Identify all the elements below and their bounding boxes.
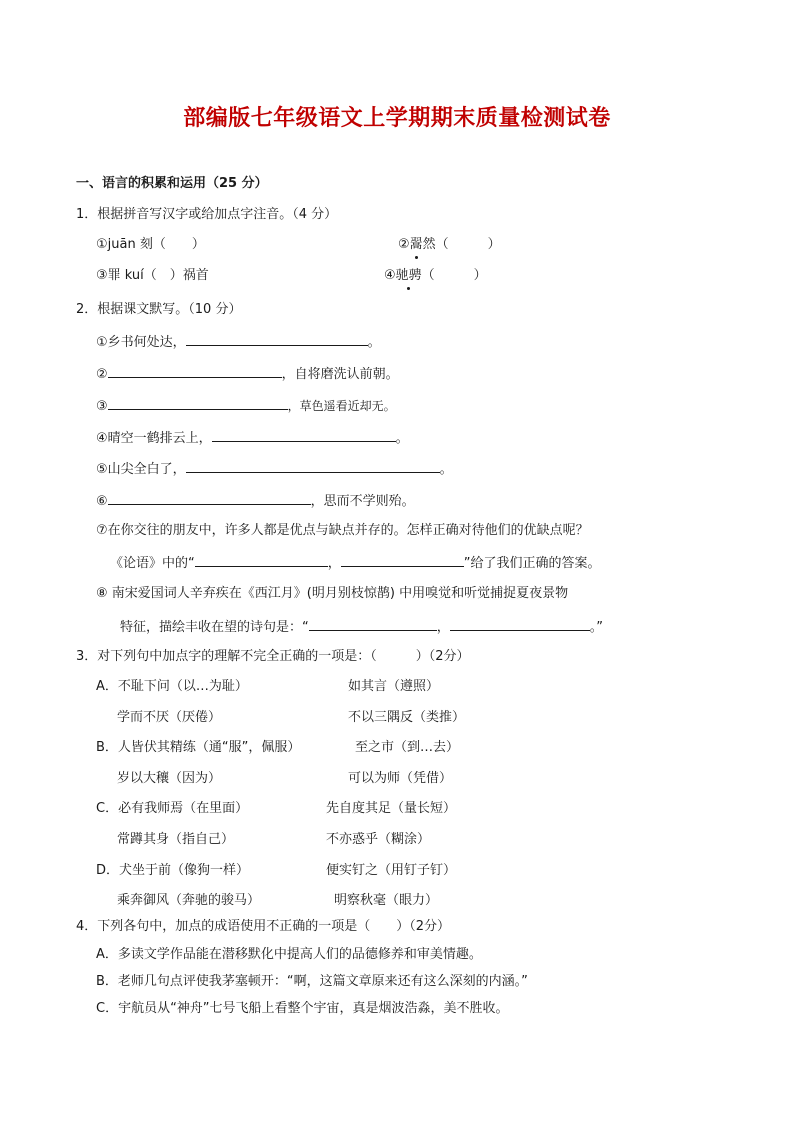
q2-item-7-line-2	[110, 553, 601, 573]
answer-blank[interactable]	[186, 332, 368, 346]
q2-item-1-end: 。	[367, 335, 381, 350]
q1-item-2	[398, 236, 501, 254]
q1-item-4-number: ④	[384, 268, 396, 283]
q1-item-2-paren: 然（ ）	[422, 237, 501, 252]
q4-option-c: C．宇航员从“神舟”七号飞船上看整个宇宙，真是烟波浩淼，美不胜收。	[96, 1001, 509, 1016]
q3-option-d-left: D．犬坐于前（像狗一样）	[96, 863, 250, 878]
q2-item-5	[96, 459, 453, 479]
q3-option-a-right: 如其言（遵照）	[348, 679, 440, 694]
q3-option-d-right: 便实钉之（用钉子钉）	[326, 863, 457, 878]
q2-item-7-text: 《论语》中的“	[110, 556, 195, 571]
q1-item-4	[384, 267, 487, 285]
q1-item-4-dotted-word: 驰骋	[395, 268, 422, 283]
q2-item-8-comma: ，	[436, 620, 450, 635]
q3-option-b-right: 至之市（到…去）	[355, 740, 460, 755]
q3-option-b2-left: 岁以大穰（因为）	[117, 771, 222, 786]
q2-item-7-comma: ，	[327, 556, 341, 571]
q3-option-c2-right: 不亦惑乎（糊涂）	[326, 832, 431, 847]
q2-item-2-text: ，自将磨洗认前朝。	[281, 367, 399, 382]
q4-option-a: A．多读文学作品能在潜移默化中提高人们的品德修养和审美情趣。	[96, 947, 482, 962]
q2-item-6-number: ⑥	[96, 494, 108, 509]
question-3-stem: 3．对下列句中加点字的理解不完全正确的一项是：（ ）（2分）	[76, 649, 470, 664]
answer-blank[interactable]	[212, 428, 396, 442]
q2-item-4-end: 。	[395, 431, 409, 446]
q2-item-5-end: 。	[439, 462, 453, 477]
question-2-stem: 2．根据课文默写。（10 分）	[76, 302, 242, 317]
q2-item-4-text: ④晴空一鹤排云上，	[96, 431, 212, 446]
q2-item-8-text: 特征，描绘丰收在望的诗句是：“	[120, 620, 309, 635]
q2-item-2	[96, 364, 399, 384]
q1-item-2-dotted-char: 翯	[409, 237, 423, 252]
answer-blank[interactable]	[309, 617, 437, 631]
q3-option-c-left: C．必有我师焉（在里面）	[96, 801, 249, 816]
q1-item-2-number: ②	[398, 237, 410, 252]
q2-item-7-end: ”给了我们正确的答案。	[463, 556, 601, 571]
answer-blank[interactable]	[450, 617, 590, 631]
q2-item-3-number: ③	[96, 399, 108, 414]
q2-item-4	[96, 428, 409, 448]
answer-blank[interactable]	[108, 364, 282, 378]
q3-option-d2-right: 明察秋毫（眼力）	[334, 893, 439, 908]
q2-item-8-line-2	[120, 617, 603, 637]
q2-item-8-end: 。”	[589, 620, 604, 635]
q2-item-5-text: ⑤山尖全白了，	[96, 462, 186, 477]
answer-blank[interactable]	[108, 491, 311, 505]
q1-item-1: ①juān 刻（ ）	[96, 237, 205, 252]
q1-item-3: ③罪 kuí（ ）祸首	[96, 268, 209, 283]
q3-option-a-left: A．不耻下问（以…为耻）	[96, 679, 248, 694]
q2-item-1	[96, 332, 381, 352]
q2-item-6-text: ，思而不学则殆。	[310, 494, 415, 509]
page-title: 部编版七年级语文上学期期末质量检测试卷	[183, 105, 611, 131]
q2-item-3	[96, 396, 396, 416]
q1-item-4-paren: （ ）	[421, 268, 487, 283]
answer-blank[interactable]	[341, 553, 464, 567]
q3-option-c2-left: 常蹲其身（指自己）	[117, 832, 235, 847]
answer-blank[interactable]	[195, 553, 328, 567]
answer-blank[interactable]	[186, 459, 440, 473]
q3-option-b2-right: 可以为师（凭借）	[348, 771, 453, 786]
answer-blank[interactable]	[108, 396, 288, 410]
question-4-stem: 4．下列各句中，加点的成语使用不正确的一项是（ ）（2分）	[76, 919, 451, 934]
q4-option-b: B．老师几句点评使我茅塞顿开：“啊，这篇文章原来还有这么深刻的内涵。”	[96, 974, 528, 989]
q2-item-1-text: ①乡书何处达，	[96, 335, 186, 350]
section-heading: 一、语言的积累和运用（25 分）	[76, 176, 268, 191]
question-1-stem: 1．根据拼音写汉字或给加点字注音。（4 分）	[76, 207, 338, 222]
q2-item-3-text: ，草色遥看近却无。	[287, 399, 396, 413]
q3-option-d2-left: 乘奔御风（奔驰的骏马）	[117, 893, 261, 908]
q3-option-a2-left: 学而不厌（厌倦）	[117, 710, 222, 725]
q2-item-8-line-1: ⑧ 南宋爱国词人辛弃疾在《西江月》(明月别枝惊鹊) 中用嗅觉和听觉捕捉夏夜景物	[96, 586, 569, 601]
q2-item-6	[96, 491, 415, 511]
q3-option-a2-right: 不以三隅反（类推）	[348, 710, 466, 725]
q3-option-b-left: B．人皆伏其精练（通“服”，佩服）	[96, 740, 301, 755]
q3-option-c-right: 先自度其足（量长短）	[326, 801, 457, 816]
q2-item-2-number: ②	[96, 367, 108, 382]
q2-item-7-line-1: ⑦在你交往的朋友中，许多人都是优点与缺点并存的。怎样正确对待他们的优缺点呢？	[96, 523, 589, 538]
